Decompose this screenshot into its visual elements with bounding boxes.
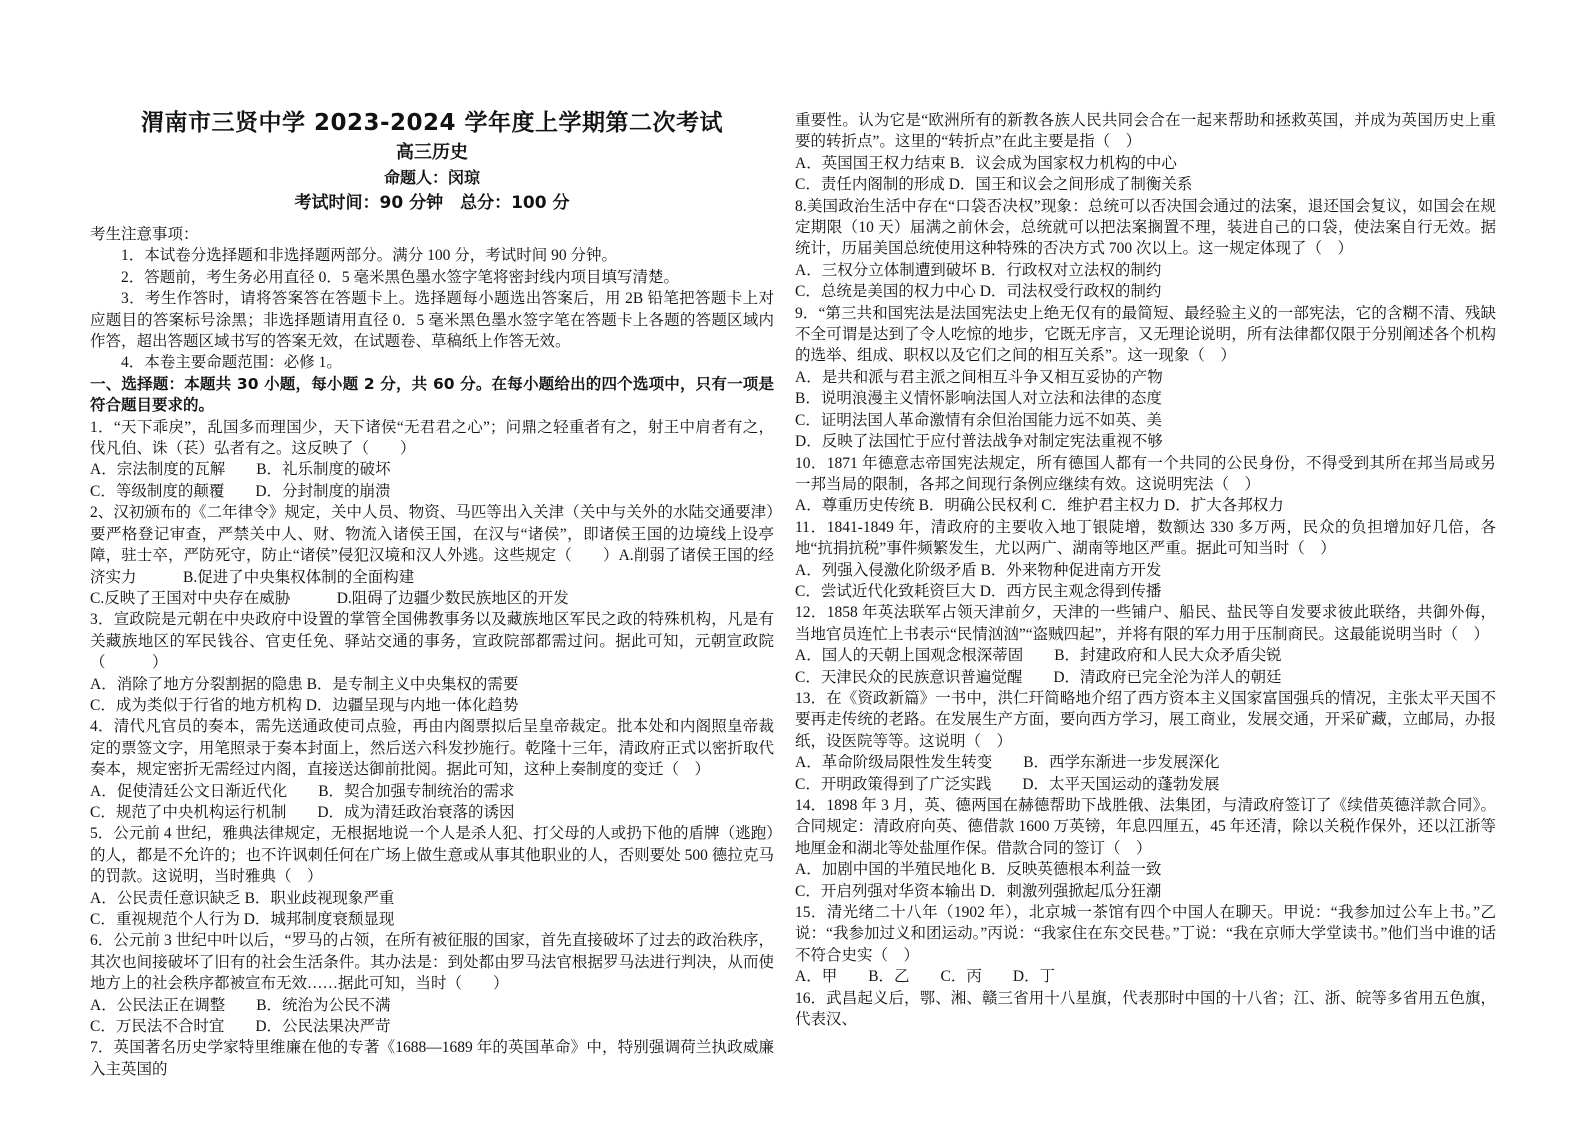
notice-item: 1．本试卷分选择题和非选择题两部分。满分 100 分，考试时间 90 分钟。 <box>121 247 618 265</box>
options: A．三权分立体制遭到破坏 B．行政权对立法权的制约 <box>795 261 1162 279</box>
question: 16．武昌起义后，鄂、湘、赣三省用十八星旗，代表那时中国的十八省；江、浙、皖等多省用五色旗，代表汉、 <box>795 989 1496 1029</box>
right-column <box>795 110 1496 1030</box>
options: C．尝试近代化致耗资巨大 D．西方民主观念得到传播 <box>795 582 1162 600</box>
left-column <box>90 106 774 1080</box>
question: 7．英国著名历史学家特里维廉在他的专著《1688—1689 年的英国革命》中，特别强调荷兰执政威廉入主英国的 <box>90 1039 774 1078</box>
setter-line: 命题人：闵琼 <box>383 168 480 187</box>
options: C．万民法不合时宜 D．公民法果决严苛 <box>90 1018 391 1036</box>
options: A．列强入侵激化阶级矛盾 B．外来物种促进南方开发 <box>795 561 1162 579</box>
question: 14．1898 年 3 月，英、德两国在赫德帮助下战胜俄、法集团，与清政府签订了《续借英德洋款合同》。合同规定：清政府向英、德借款 1600 万英镑，年息四厘五，45 年还清，除以关税作保外，还以江浙等地厘金和湖北等处盐厘作保。借款合同的签订（ ） <box>795 797 1496 857</box>
options: A．甲 B．乙 C．丙 D．丁 <box>795 968 1056 986</box>
options: B．说明浪漫主义情怀影响法国人对立法和法律的态度 <box>795 390 1162 408</box>
options: A．革命阶级局限性发生转变 B．西学东渐进一步发展深化 <box>795 754 1220 772</box>
left-column-paragraphs <box>90 224 774 1080</box>
right-column-paragraphs <box>795 110 1496 1030</box>
options: A．加剧中国的半殖民地化 B．反映英德根本利益一致 <box>795 861 1162 879</box>
question: 12．1858 年英法联军占领天津前夕，天津的一些铺户、船民、盐民等自发要求彼此联络，共御外侮，当地官员连忙上书表示“民情汹汹”“盗贼四起”，并将有限的军力用于压制商民。这最能说明当时（ ） <box>795 604 1496 643</box>
options: C．证明法国人革命激情有余但治国能力远不如英、美 <box>795 411 1162 429</box>
notice-item: 4．本卷主要命题范围：必修 1。 <box>121 354 342 372</box>
question: 1．“天下乖戾”，乱国多而理国少，天下诸侯“无君君之心”；问鼎之轻重者有之，射王中肩者有之，伐凡伯、诛（苌）弘者有之。这反映了（ ） <box>90 418 774 458</box>
question: 3．宣政院是元朝在中央政府中设置的掌管全国佛教事务以及藏族地区军民之政的特殊机构，凡是有关藏族地区的军民钱谷、官吏任免、驿站交通的事务，宣政院部都需过问。据此可知，元朝宣政院（ ） <box>90 611 774 672</box>
options: C．开明政策得到了广泛实践 D．太平天国运动的蓬勃发展 <box>795 775 1220 793</box>
question: 5．公元前 4 世纪，雅典法律规定，无根据地说一个人是杀人犯、打父母的人或扔下他的盾牌（逃跑）的人，都是不允许的；也不许讽刺任何在广场上做生意或从事其他职业的人，否则要处 500 德拉克马的罚款。这说明，当时雅典（ ） <box>90 825 774 886</box>
options: A．公民法正在调整 B．统治为公民不满 <box>90 996 391 1014</box>
options: C．规范了中央机构运行机制 D．成为清廷政治衰落的诱因 <box>90 803 515 821</box>
section-header: 一、选择题：本题共 30 小题，每小题 2 分，共 60 分。在每小题给出的四个选项中，只有一项是符合题目要求的。 <box>90 374 774 415</box>
question: 15．清光绪二十八年（1902 年），北京城一茶馆有四个中国人在聊天。甲说：“我参加过公车上书。”乙说：“我参加过义和团运动。”丙说：“我家住在东交民巷。”丁说：“我在京师大学堂读书。”他们当中谁的话不符合史实（ ） <box>795 904 1496 964</box>
notice-item: 2．答题前，考生务必用直径 0．5 毫米黑色墨水签字笔将密封线内项目填写清楚。 <box>121 268 680 286</box>
question: 11．1841-1849 年，清政府的主要收入地丁银陡增，数额达 330 多万两，民众的负担增加好几倍，各地“抗捐抗税”事件频繁发生，尤以两广、湖南等地区严重。据此可知当时（ ） <box>795 518 1496 558</box>
continuation: 重要性。认为它是“欧洲所有的新教各族人民共同会合在一起来帮助和拯救英国，并成为英国历史上重要的转折点”。这里的“转折点”在此主要是指（ ） <box>795 112 1496 151</box>
notice-heading: 考生注意事项： <box>90 226 199 243</box>
options: C．责任内阁制的形成 D．国王和议会之间形成了制衡关系 <box>795 176 1193 194</box>
exam-meta-line: 考试时间：90 分钟 总分：100 分 <box>294 193 570 213</box>
question: 10．1871 年德意志帝国宪法规定，所有德国人都有一个共同的公民身份，不得受到其所在邦当局或另一邦当局的限制，各邦之间现行条例应继续有效。这说明宪法（ ） <box>795 454 1496 493</box>
options: A．尊重历史传统 B．明确公民权利 C．维护君主权力 D．扩大各邦权力 <box>795 497 1284 515</box>
options: A．国人的天朝上国观念根深蒂固 B．封建政府和人民大众矛盾尖锐 <box>795 647 1282 665</box>
options: A．消除了地方分裂割据的隐患 B．是专制主义中央集权的需要 <box>90 675 519 693</box>
question: 13．在《资政新篇》一书中，洪仁玕简略地介绍了西方资本主义国家富国强兵的情况，主张太平天国不要再走传统的老路。在发展生产方面，要向西方学习，展工商业，发展交通，开采矿藏，立邮局，办报纸，设医院等等。这说明（ ） <box>795 689 1496 750</box>
question: 6．公元前 3 世纪中叶以后，“罗马的占领，在所有被征服的国家，首先直接破坏了过去的政治秩序，其次也间接破坏了旧有的社会生活条件。其办法是：到处都由罗马法官根据罗马法进行判决，从而使地方上的社会秩序都被宣布无效……据此可知，当时（ ） <box>90 932 774 993</box>
options: C．天津民众的民族意识普遍觉醒 D．清政府已完全沦为洋人的朝廷 <box>795 668 1282 686</box>
options: D．反映了法国忙于应付普法战争对制定宪法重视不够 <box>795 433 1163 451</box>
options: A．公民责任意识缺乏 B．职业歧视现象严重 <box>90 889 395 907</box>
options: A．宗法制度的瓦解 B．礼乐制度的破坏 <box>90 461 391 479</box>
options: A．促使清廷公文日渐近代化 B．契合加强专制统治的需求 <box>90 782 515 800</box>
options: C．开启列强对华资本输出 D．刺激列强掀起瓜分狂潮 <box>795 882 1162 900</box>
question: 2、汉初颁布的《二年律令》规定，关中人员、物资、马匹等出入关津（关中与关外的水陆交通要津）要严格登记审查，严禁关中人、财、物流入诸侯王国，在汉与“诸侯”，即诸侯王国的边境线上设亭障，驻士卒，严防死守，防止“诸侯”侵犯汉境和汉人外逃。这些规定（ ）A.削弱了诸侯王国的经济实力 B.促进了中央集权体制的全面构建 <box>90 504 774 586</box>
notice-item: 3．考生作答时，请将答案答在答题卡上。选择题每小题选出答案后，用 2B 铅笔把答题卡上对应题目的答案标号涂黑；非选择题请用直径 0．5 毫米黑色墨水签字笔在答题卡上各题的答题区域内作答，超出答题区域书写的答案无效，在试题卷、草稿纸上作答无效。 <box>90 290 774 351</box>
options: C.反映了王国对中央存在威胁 D.阻碍了边疆少数民族地区的开发 <box>90 589 569 607</box>
options: C．重视规范个人行为 D．城邦制度衰颓显现 <box>90 911 395 928</box>
page-title: 渭南市三贤中学 2023-2024 学年度上学期第二次考试 <box>140 110 724 136</box>
options: C．成为类似于行省的地方机构 D．边疆呈现与内地一体化趋势 <box>90 696 519 714</box>
question: 4．清代凡官员的奏本，需先送通政使司点验，再由内阁票拟后呈皇帝裁定。批本处和内阁照皇帝裁定的票签文字，用笔照录于奏本封面上，然后送六科发抄施行。乾隆十三年，清政府正式以密折取代奏本，规定密折无需经过内阁，直接送达御前批阅。据此可知，这种上奏制度的变迁（ ） <box>90 718 774 779</box>
options: C．总统是美国的权力中心 D．司法权受行政权的制约 <box>795 283 1162 301</box>
question: 8.美国政治生活中存在“口袋否决权”现象：总统可以否决国会通过的法案，退还国会复议，如国会在规定期限（10 天）届满之前休会，总统就可以把法案搁置不理，装进自己的口袋，使法案自行无效。据统计，历届美国总统使用这种特殊的否决方式 700 次以上。这一规定体现了（ ） <box>795 197 1496 258</box>
options: A．是共和派与君主派之间相互斗争又相互妥协的产物 <box>795 368 1163 386</box>
options: A．英国国王权力结束 B．议会成为国家权力机构的中心 <box>795 154 1177 172</box>
subject-line: 高三历史 <box>396 142 468 163</box>
question: 9．“第三共和国宪法是法国宪法史上绝无仅有的最简短、最经验主义的一部宪法，它的含糊不清、残缺不全可谓是达到了令人吃惊的地步，它既无序言，又无理论说明，所有法律都仅限于分别阐述各个机构的选举、组成、职权以及它们之间的相互关系”。这一现象（ ） <box>795 304 1496 365</box>
options: C．等级制度的颠覆 D．分封制度的崩溃 <box>90 482 391 500</box>
